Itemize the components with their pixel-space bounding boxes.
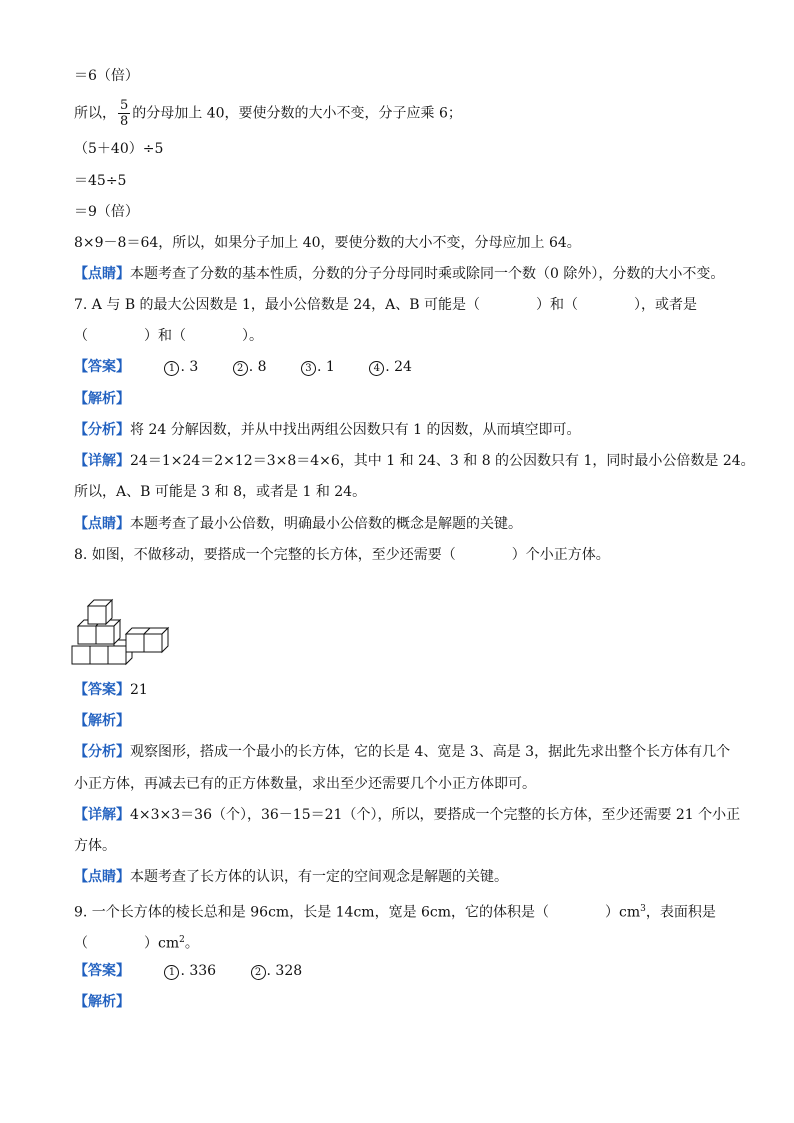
calc-line: ＝45÷5 (74, 173, 127, 189)
answer-item (369, 357, 412, 377)
dianjing-tag: 【点睛】 (74, 516, 130, 532)
xiangjie-tag: 【详解】 (74, 807, 130, 823)
xiangjie-text: 24＝1×24＝2×12＝3×8＝4×6，其中 1 和 24、3 和 8 的公因数只有 1，同时最小公倍数是 24。 (130, 453, 755, 469)
answer-tag: 【答案】 (74, 963, 130, 979)
xiangjie-tag: 【详解】 (74, 453, 130, 469)
dianjing-text: 本题考查了分数的基本性质，分数的分子分母同时乘或除同一个数（0 除外），分数的大小不变。 (130, 266, 725, 282)
question-9-stem-cont (74, 930, 199, 954)
question-7-stem: 7. A 与 B 的最大公因数是 1，最小公倍数是 24，A、B 可能是（ ）和（ ），或者是 (74, 297, 698, 313)
text: 9. 一个长方体的棱长总和是 96cm，长是 14cm，宽是 6cm，它的体积是（ ）cm (74, 904, 641, 921)
answer-value: . 24 (385, 359, 412, 375)
calc-line: ＝9（倍） (74, 204, 139, 220)
dianjing-line (74, 867, 508, 887)
superscript: 2 (179, 935, 185, 945)
analysis-label: 【解析】 (74, 391, 130, 407)
answer-item (164, 357, 198, 377)
analysis-label: 【解析】 (74, 713, 130, 729)
answer-item (251, 961, 303, 981)
superscript: 3 (640, 904, 646, 914)
dianjing-tag: 【点睛】 (74, 869, 130, 885)
answer-value: 21 (130, 682, 148, 698)
text: （ ）cm (74, 935, 180, 952)
analysis-label: 【解析】 (74, 994, 130, 1010)
question-8-stem: 8. 如图，不做移动，要搭成一个完整的长方体，至少还需要（ ）个小正方体。 (74, 547, 610, 563)
answer-value: . 1 (316, 359, 335, 375)
dianjing-text: 本题考查了最小公倍数，明确最小公倍数的概念是解题的关键。 (130, 516, 522, 532)
calc-line: ＝6（倍） (74, 68, 139, 84)
question-9-stem (74, 899, 716, 923)
answer-value: . 3 (180, 359, 199, 375)
answer-item (301, 357, 335, 377)
text: ，表面积是 (645, 904, 716, 921)
analysis-tag (74, 711, 130, 731)
xiangjie-line-cont: 所以，A、B 可能是 3 和 8，或者是 1 和 24。 (74, 484, 367, 500)
answer-item (233, 357, 267, 377)
fenxi-line (74, 742, 730, 762)
fraction-sentence (74, 98, 462, 129)
question-9-answer (74, 961, 302, 981)
xiangjie-line (74, 805, 740, 825)
analysis-tag (74, 992, 130, 1012)
calc-line: （5＋40）÷5 (74, 141, 164, 157)
fraction (118, 98, 130, 129)
answer-item (164, 961, 216, 981)
text: 的分母加上 40，要使分数的大小不变，分子应乘 6； (132, 105, 462, 122)
fenxi-tag: 【分析】 (74, 422, 130, 438)
question-8-answer (74, 680, 148, 700)
answer-tag: 【答案】 (74, 682, 130, 698)
fraction-numerator: 5 (120, 98, 129, 113)
circled-number: 4 (369, 361, 384, 376)
question-7-stem-cont: （ ）和（ ）。 (74, 328, 263, 344)
dianjing-line (74, 264, 724, 284)
fraction-denominator: 8 (120, 114, 129, 129)
conclusion-line: 8×9－8＝64，所以，如果分子加上 40，要使分数的大小不变，分母应加上 64。 (74, 235, 581, 251)
cube-stack-figure (70, 584, 180, 668)
xiangjie-line (74, 451, 755, 471)
circled-number: 2 (251, 965, 266, 980)
fenxi-text: 将 24 分解因数，并从中找出两组公因数只有 1 的因数，从而填空即可。 (130, 422, 581, 438)
circled-number: 1 (164, 965, 179, 980)
text: 。 (184, 935, 199, 952)
circled-number: 2 (233, 361, 248, 376)
circled-number: 3 (301, 361, 316, 376)
dianjing-line (74, 514, 522, 534)
fenxi-text: 观察图形，搭成一个最小的长方体，它的长是 4、宽是 3、高是 3，据此先求出整个长方体有几个 (130, 744, 731, 760)
xiangjie-line-cont: 方体。 (74, 838, 116, 854)
fenxi-tag: 【分析】 (74, 744, 130, 760)
answer-value: . 328 (266, 963, 303, 979)
answer-value: . 336 (180, 963, 217, 979)
xiangjie-text: 4×3×3＝36（个），36－15＝21（个），所以，要搭成一个完整的长方体，至少还需要 21 个小正 (130, 807, 741, 823)
circled-number: 1 (164, 361, 179, 376)
dianjing-tag: 【点睛】 (74, 266, 130, 282)
analysis-tag (74, 389, 130, 409)
answer-tag: 【答案】 (74, 359, 130, 375)
text: 所以， (74, 105, 116, 122)
dianjing-text: 本题考查了长方体的认识，有一定的空间观念是解题的关键。 (130, 869, 508, 885)
question-7-answer (74, 357, 412, 377)
answer-value: . 8 (248, 359, 267, 375)
fenxi-line (74, 420, 581, 440)
fenxi-line-cont: 小正方体，再减去已有的正方体数量，求出至少还需要几个小正方体即可。 (74, 776, 536, 792)
